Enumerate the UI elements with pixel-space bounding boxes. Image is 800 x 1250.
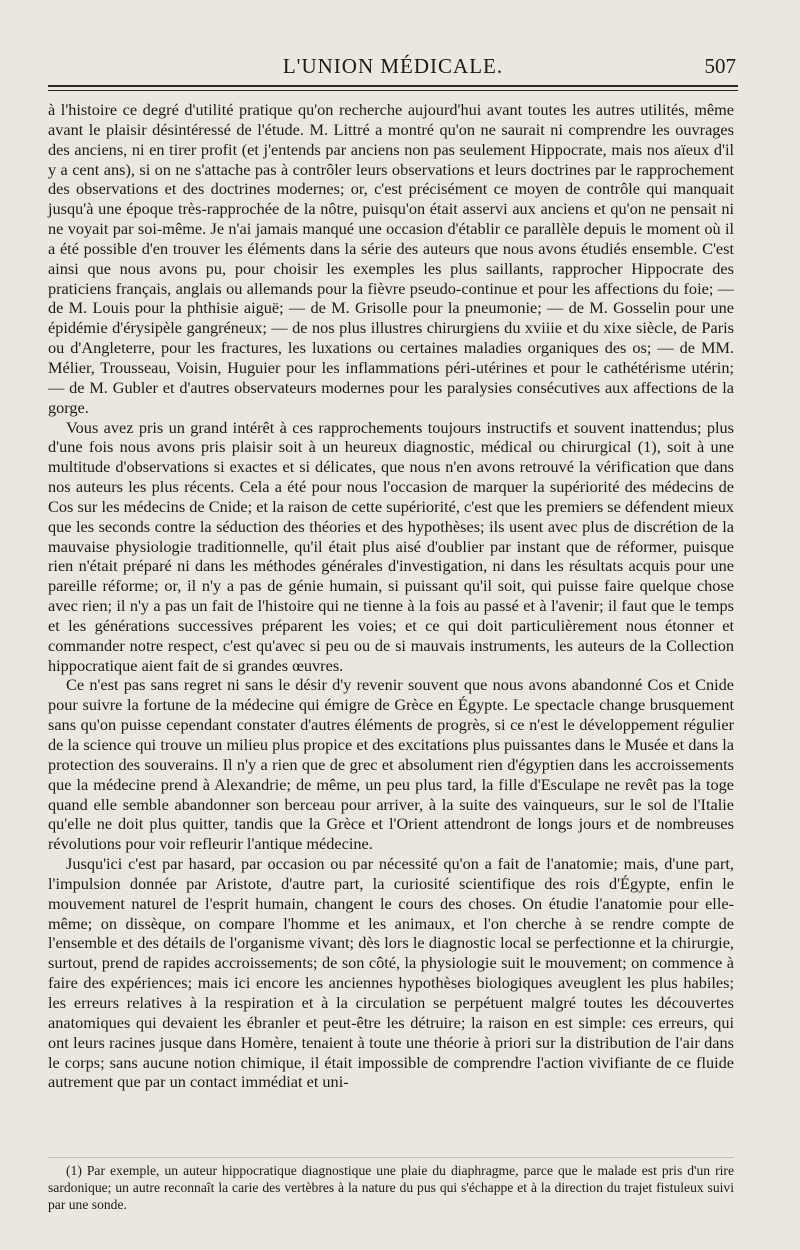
paragraph: Vous avez pris un grand intérêt à ces rapprochements toujours instructifs et souvent inattendus; plus d'une fois nous avons pris plaisir soit à un heureux diagnostic, médical ou chirurgical (1), soit à une multitude d'observations si exactes et si délicates, que nous n'en avons retrouvé la vérification que dans nos auteurs les plus récents. Cela a été pour nous l'occasion de marquer la supériorité des médecins de Cos sur les médecins de Cnide; et la raison de cette supériorité, c'est que les premiers se défendent mieux que les seconds contre la séduction des théories et des hypothèses; ils usent avec plus de discrétion de la mauvaise physiologie traditionnelle, qu'il était plus aisé d'oublier par instant que de réformer, puisque rien n'était préparé ni dans les méthodes générales d'investigation, ni dans les résultats acquis pour une pareille réforme; or, il n'y a pas de génie humain, si puissant qu'il soit, qui puisse faire quelque chose avec rien; il n'y a pas un fait de l'histoire qui ne tienne à la fois au passé et à l'avenir; il faut que le temps et les générations successives préparent les voies; et ce qui doit particulièrement nous étonner et commander notre respect, c'est qu'avec si peu ou de si mauvais instruments, les auteurs de la Collection hippocratique aient fait de si grandes œuvres. — [48, 417, 734, 675]
paragraph: Jusqu'ici c'est par hasard, par occasion ou par nécessité qu'on a fait de l'anatomie; mais, d'une part, l'impulsion donnée par Aristote, d'autre part, la curiosité scientifique des rois d'Égypte, enfin le mouvement naturel de l'esprit humain, changent le cours des choses. On étudie l'anatomie pour elle-même; on dissèque, on compare l'homme et les animaux, et l'on cherche à se rendre compte de l'ensemble et des détails de l'organisme vivant; dès lors le diagnostic local se perfectionne et la chirurgie, surtout, prend de rapides accroissements; de son côté, la physiologie suit le mouvement; on commence à faire des expériences; mais ici encore les anciennes hypothèses biologiques aveuglent les plus habiles; les erreurs relatives à la respiration et à la circulation se perpétuent malgré toutes les découvertes anatomiques qui devaient les ébranler et peut-être les détruire; la raison en est simple: ces erreurs, qui ont leurs racines jusque dans Homère, tenaient à toute une théorie à priori sur la distribution de l'air dans le corps; sans aucune notion chimique, il était impossible de comprendre l'action vivifiante de ce fluide autrement que par un contact immédiat et uni- — [48, 854, 734, 1092]
footnote: (1) Par exemple, un auteur hippocratique diagnostique une plaie du diaphragme, parce que le malade est pris d'un rire sardonique; un autre reconnaît la carie des vertèbres à la nature du pus qui s'échappe et à la direction du trajet fistuleux suivi par une sonde. — [48, 1163, 734, 1212]
footnote-rule — [48, 1157, 734, 1158]
header-rule — [48, 85, 738, 87]
page-number: 507 — [704, 54, 736, 78]
journal-title: L'UNION MÉDICALE. — [282, 54, 504, 78]
article-body — [48, 100, 734, 1092]
footnotes — [48, 1162, 734, 1213]
running-header — [48, 54, 738, 84]
paragraph: à l'histoire ce degré d'utilité pratique qu'on recherche aujourd'hui avant toutes les autres utilités, même avant le plaisir désintéressé de l'étude. M. Littré a montré qu'on ne saurait ni comprendre les ouvrages des anciens, ni en tirer profit (et j'entends par anciens non pas seulement Hippocrate, mais nos aïeux d'il y a cent ans), si on ne s'attache pas à contrôler leurs observations et leurs doctrines par le rapprochement des observations et des doctrines modernes; or, c'est précisément ce moyen de contrôle qui manquait jusqu'à une époque très-rapprochée de la nôtre, puisqu'on était asservi aux anciens et qu'on ne pensait ni ne voyait par soi-même. Je n'ai jamais manqué une occasion d'établir ce parallèle depuis le moment où il a été possible d'en trouver les éléments dans la série des auteurs que nous avons étudiés ensemble. C'est ainsi que nous avons pu, pour choisir les exemples les plus saillants, rapprocher Hippocrate des praticiens français, anglais ou allemands pour la fièvre pseudo-continue et pour les affections du foie; — de M. Louis pour la phthisie aiguë; — de M. Grisolle pour la pneumonie; — de M. Gosselin pour une épidémie d'érysipèle gangréneux; — de nos plus illustres chirurgiens du xviiie et du xixe siècle, de Paris ou d'Angleterre, pour les fractures, les luxations ou certaines maladies organiques des os; — de MM. Mélier, Trousseau, Voisin, Huguier pour les inflammations péri-utérines et pour le cathétérisme utérin; — de M. Gubler et d'autres observateurs modernes pour les paralysies consécutives aux affections de la gorge. — [48, 100, 734, 417]
paragraph: Ce n'est pas sans regret ni sans le désir d'y revenir souvent que nous avons abandonné Cos et Cnide pour suivre la fortune de la médecine qui émigre de Grèce en Égypte. Le spectacle change brusquement sans qu'on puisse cependant constater d'autres éléments de progrès, si ce n'est le développement régulier de la science qui trouve un milieu plus propice et des excitations plus puissantes dans le Musée et dans la protection des souverains. Il n'y a rien que de grec et absolument rien d'égyptien dans les accroissements que la médecine prend à Alexandrie; de même, un peu plus tard, la fille d'Esculape ne revêt pas la toge quand elle semble abandonner son berceau pour arriver, à la suite des vainqueurs, sur le sol de l'Italie qu'elle ne doit plus quitter, tandis que la Grèce et l'Orient attendront de longs jours et de nombreuses révolutions pour voir refleurir l'antique médecine. — [48, 675, 734, 854]
header-rule-thin — [48, 90, 738, 91]
